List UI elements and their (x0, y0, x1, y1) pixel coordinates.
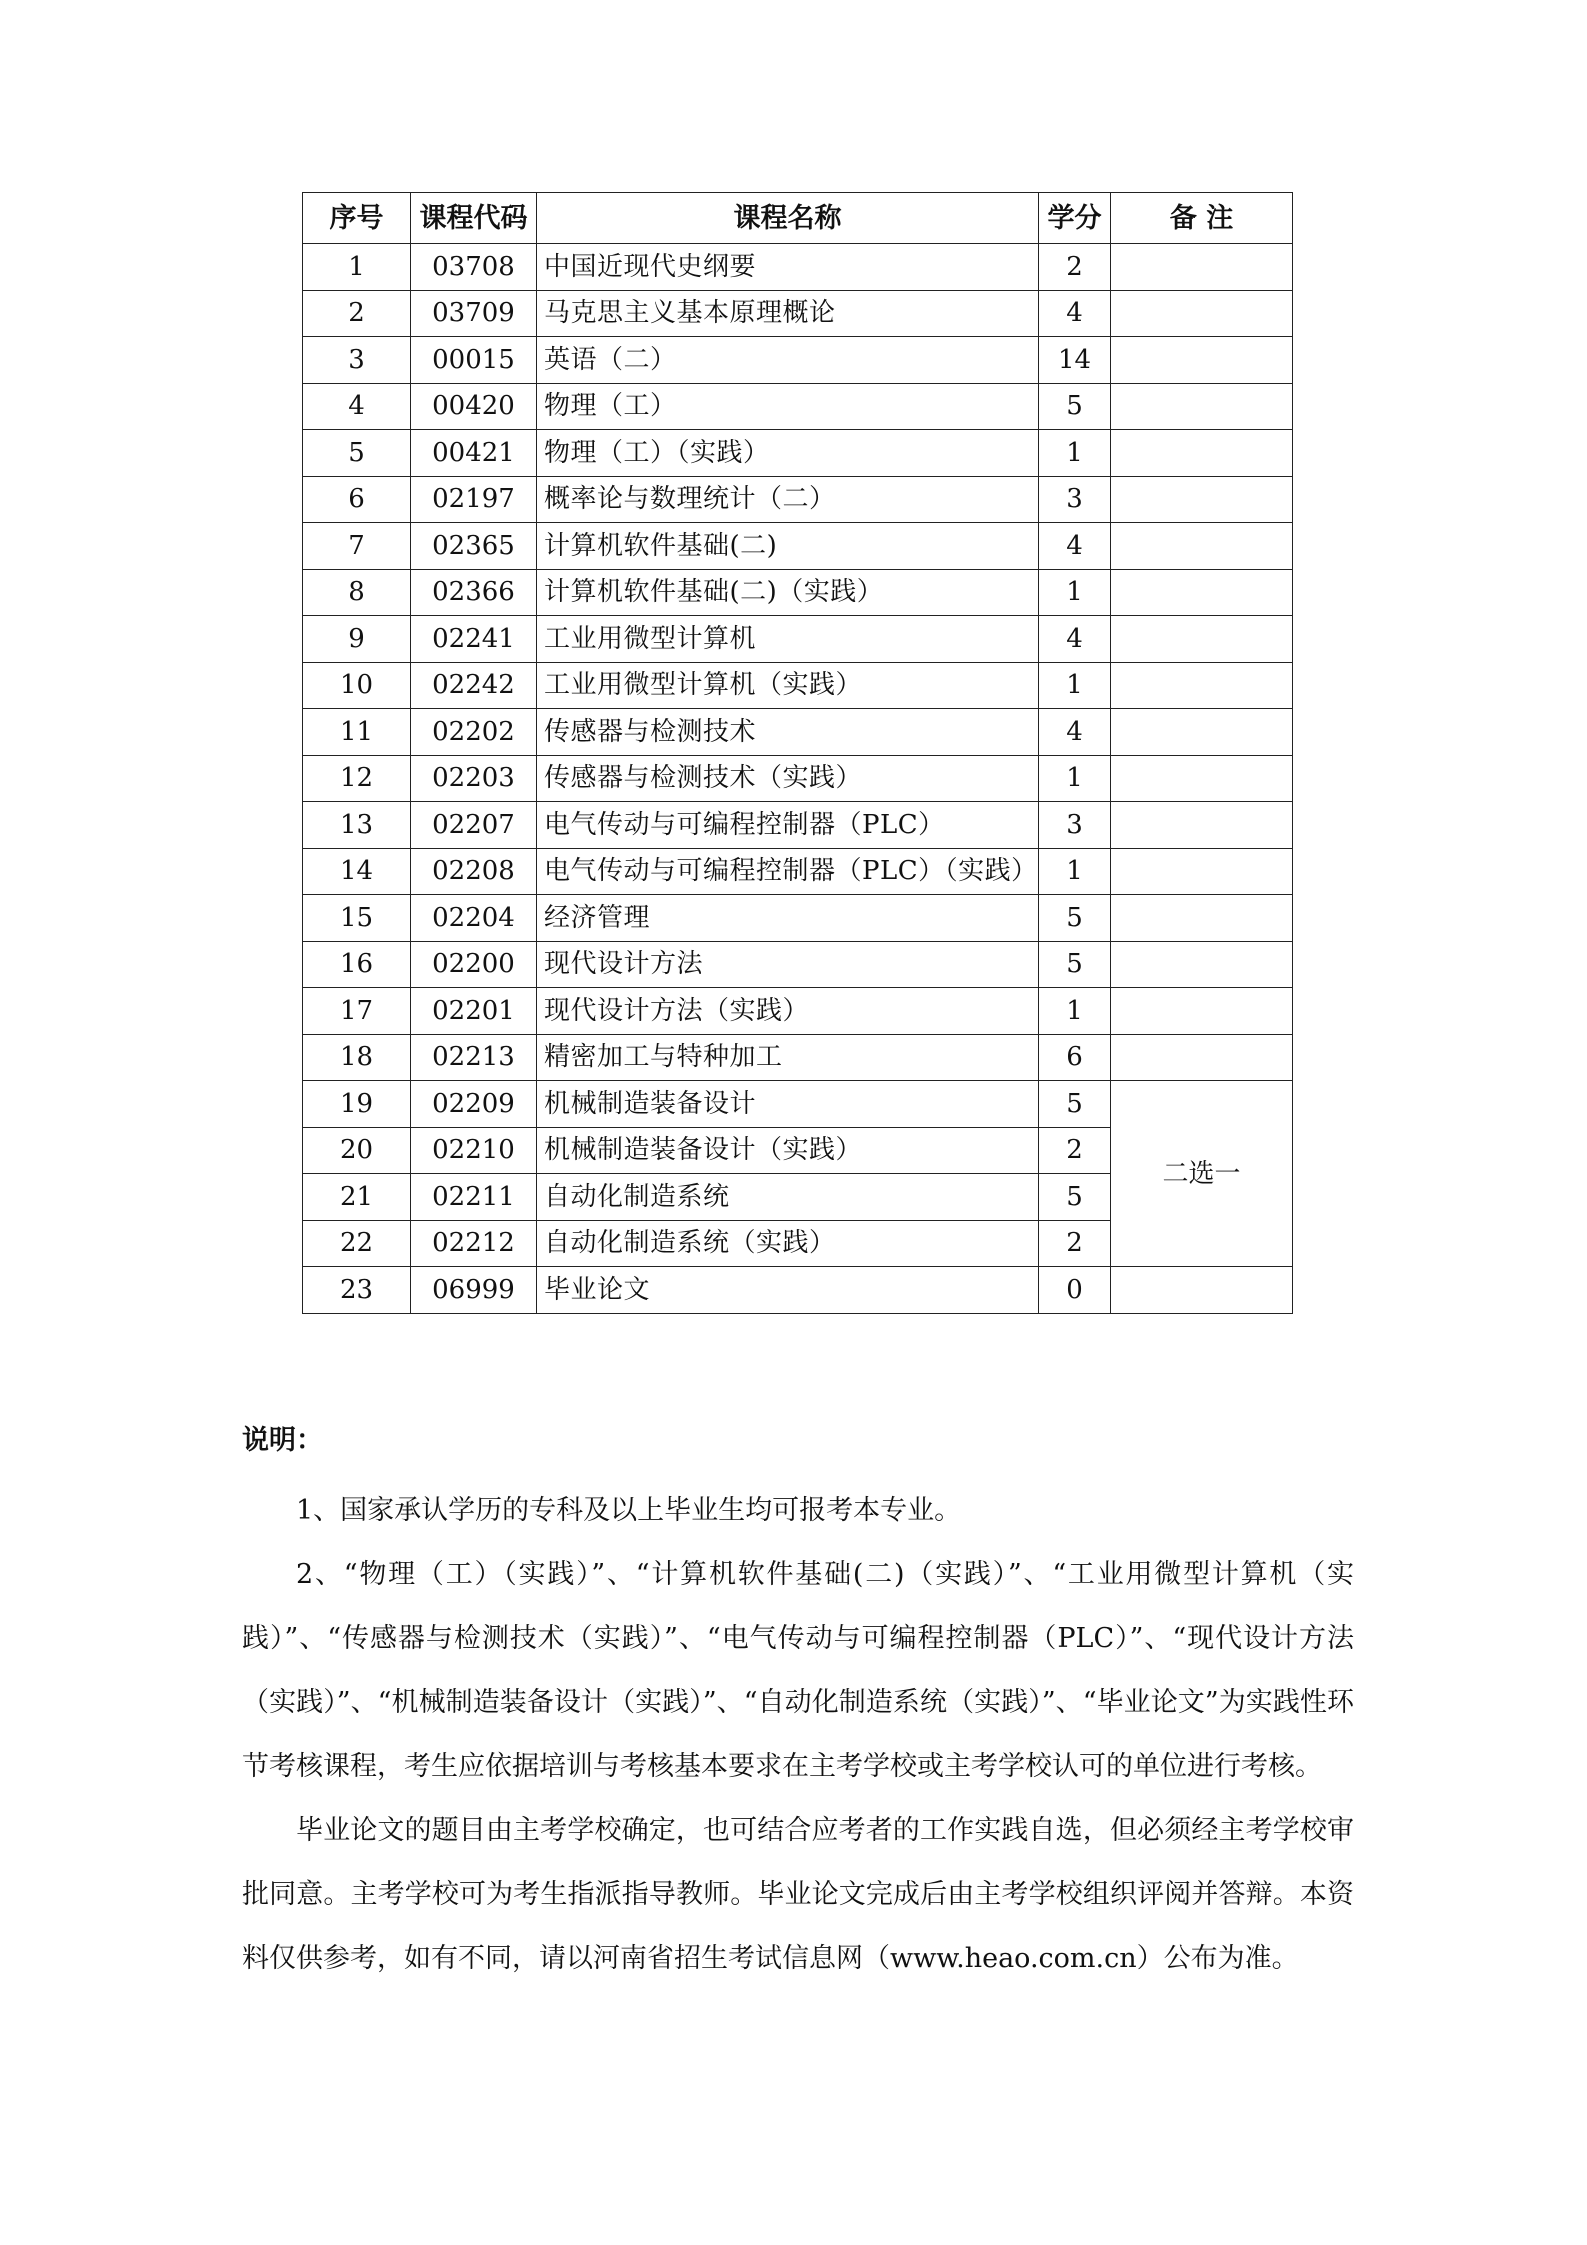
cell-course-name: 经济管理 (537, 895, 1039, 942)
cell-course-name: 传感器与检测技术（实践） (537, 755, 1039, 802)
cell-credit: 4 (1039, 616, 1111, 663)
table-row (303, 802, 1293, 849)
cell-course-code: 02209 (411, 1081, 537, 1128)
cell-course-name: 自动化制造系统 (537, 1174, 1039, 1221)
cell-course-code: 00421 (411, 430, 537, 477)
table-row (303, 337, 1293, 384)
cell-course-name: 机械制造装备设计 (537, 1081, 1039, 1128)
header-course-code: 课程代码 (411, 193, 537, 244)
cell-course-name: 工业用微型计算机（实践） (537, 662, 1039, 709)
table-row (303, 476, 1293, 523)
cell-course-name: 工业用微型计算机 (537, 616, 1039, 663)
cell-course-code: 02210 (411, 1127, 537, 1174)
notes-section (242, 1418, 1354, 1991)
cell-serial: 5 (303, 430, 411, 477)
cell-credit: 4 (1039, 523, 1111, 570)
cell-credit: 2 (1039, 244, 1111, 291)
cell-course-name: 机械制造装备设计（实践） (537, 1127, 1039, 1174)
cell-credit: 5 (1039, 1174, 1111, 1221)
table-row (303, 383, 1293, 430)
cell-course-code: 00420 (411, 383, 537, 430)
cell-serial: 15 (303, 895, 411, 942)
cell-credit: 4 (1039, 290, 1111, 337)
cell-course-code: 02203 (411, 755, 537, 802)
cell-remark (1111, 523, 1293, 570)
cell-remark (1111, 941, 1293, 988)
cell-credit: 3 (1039, 476, 1111, 523)
table-row (303, 430, 1293, 477)
cell-credit: 1 (1039, 755, 1111, 802)
cell-serial: 10 (303, 662, 411, 709)
cell-remark (1111, 1267, 1293, 1314)
header-course-name: 课程名称 (537, 193, 1039, 244)
cell-course-name: 物理（工） (537, 383, 1039, 430)
cell-credit: 6 (1039, 1034, 1111, 1081)
header-credit: 学分 (1039, 193, 1111, 244)
cell-serial: 17 (303, 988, 411, 1035)
table-row (303, 895, 1293, 942)
table-body (303, 244, 1293, 1314)
table-row (303, 569, 1293, 616)
cell-course-name: 英语（二） (537, 337, 1039, 384)
notes-paragraph-2: 2、“物理（工）（实践）”、“计算机软件基础(二)（实践）”、“工业用微型计算机（实践）”、“传感器与检测技术（实践）”、“电气传动与可编程控制器（PLC）”、“现代设计方法（实践）”、“机械制造装备设计（实践）”、“自动化制造系统（实践）”、“毕业论文”为实践性环节考核课程，考生应依据培训与考核基本要求在主考学校或主考学校认可的单位进行考核。 (242, 1559, 1354, 1782)
table-row (303, 848, 1293, 895)
cell-course-code: 00015 (411, 337, 537, 384)
cell-serial: 8 (303, 569, 411, 616)
header-serial: 序号 (303, 193, 411, 244)
notes-title: 说明： (242, 1425, 323, 1456)
cell-credit: 1 (1039, 662, 1111, 709)
cell-remark (1111, 569, 1293, 616)
cell-course-name: 自动化制造系统（实践） (537, 1220, 1039, 1267)
cell-course-code: 02197 (411, 476, 537, 523)
cell-course-code: 02365 (411, 523, 537, 570)
cell-remark (1111, 290, 1293, 337)
cell-course-name: 现代设计方法 (537, 941, 1039, 988)
cell-course-name: 毕业论文 (537, 1267, 1039, 1314)
table-row (303, 988, 1293, 1035)
cell-credit: 3 (1039, 802, 1111, 849)
cell-course-code: 02366 (411, 569, 537, 616)
cell-serial: 3 (303, 337, 411, 384)
cell-course-code: 02200 (411, 941, 537, 988)
cell-serial: 18 (303, 1034, 411, 1081)
table-row (303, 1081, 1293, 1128)
cell-course-name: 电气传动与可编程控制器（PLC） (537, 802, 1039, 849)
cell-remark (1111, 383, 1293, 430)
header-remarks: 备 注 (1111, 193, 1293, 244)
cell-serial: 2 (303, 290, 411, 337)
cell-course-code: 02211 (411, 1174, 537, 1221)
notes-paragraph-3: 毕业论文的题目由主考学校确定，也可结合应考者的工作实践自选，但必须经主考学校审批同意。主考学校可为考生指派指导教师。毕业论文完成后由主考学校组织评阅并答辩。本资料仅供参考，如有不同，请以河南省招生考试信息网（www.heao.com.cn）公布为准。 (242, 1815, 1354, 1974)
cell-course-name: 中国近现代史纲要 (537, 244, 1039, 291)
cell-course-code: 06999 (411, 1267, 537, 1314)
cell-remark (1111, 476, 1293, 523)
cell-serial: 6 (303, 476, 411, 523)
cell-course-name: 精密加工与特种加工 (537, 1034, 1039, 1081)
cell-course-code: 02242 (411, 662, 537, 709)
table-header-row (303, 193, 1293, 244)
cell-serial: 7 (303, 523, 411, 570)
cell-serial: 4 (303, 383, 411, 430)
cell-serial: 1 (303, 244, 411, 291)
table-row (303, 941, 1293, 988)
cell-remark (1111, 709, 1293, 756)
cell-course-code: 02201 (411, 988, 537, 1035)
cell-serial: 23 (303, 1267, 411, 1314)
cell-course-name: 现代设计方法（实践） (537, 988, 1039, 1035)
cell-remark (1111, 244, 1293, 291)
cell-remark (1111, 1034, 1293, 1081)
cell-credit: 1 (1039, 988, 1111, 1035)
cell-course-name: 传感器与检测技术 (537, 709, 1039, 756)
cell-remark-merged: 二选一 (1111, 1081, 1293, 1267)
cell-credit: 1 (1039, 430, 1111, 477)
cell-remark (1111, 616, 1293, 663)
cell-course-code: 02241 (411, 616, 537, 663)
cell-credit: 5 (1039, 383, 1111, 430)
cell-serial: 14 (303, 848, 411, 895)
cell-course-name: 物理（工）（实践） (537, 430, 1039, 477)
cell-credit: 4 (1039, 709, 1111, 756)
cell-remark (1111, 430, 1293, 477)
cell-remark (1111, 662, 1293, 709)
cell-course-code: 02208 (411, 848, 537, 895)
cell-serial: 21 (303, 1174, 411, 1221)
cell-course-name: 计算机软件基础(二)（实践） (537, 569, 1039, 616)
cell-remark (1111, 755, 1293, 802)
cell-credit: 1 (1039, 569, 1111, 616)
cell-credit: 0 (1039, 1267, 1111, 1314)
cell-credit: 1 (1039, 848, 1111, 895)
cell-serial: 20 (303, 1127, 411, 1174)
cell-course-name: 计算机软件基础(二) (537, 523, 1039, 570)
table-row (303, 662, 1293, 709)
cell-course-name: 概率论与数理统计（二） (537, 476, 1039, 523)
course-table (302, 192, 1293, 1314)
table-row (303, 755, 1293, 802)
cell-course-code: 02213 (411, 1034, 537, 1081)
cell-serial: 11 (303, 709, 411, 756)
table-row (303, 709, 1293, 756)
cell-credit: 2 (1039, 1220, 1111, 1267)
table-row (303, 616, 1293, 663)
cell-serial: 13 (303, 802, 411, 849)
cell-serial: 12 (303, 755, 411, 802)
cell-remark (1111, 848, 1293, 895)
cell-course-code: 02204 (411, 895, 537, 942)
cell-serial: 22 (303, 1220, 411, 1267)
cell-course-code: 02207 (411, 802, 537, 849)
cell-credit: 5 (1039, 1081, 1111, 1128)
cell-serial: 19 (303, 1081, 411, 1128)
table-row (303, 1267, 1293, 1314)
cell-remark (1111, 802, 1293, 849)
table-row (303, 290, 1293, 337)
cell-course-code: 02202 (411, 709, 537, 756)
cell-course-code: 02212 (411, 1220, 537, 1267)
cell-serial: 16 (303, 941, 411, 988)
cell-remark (1111, 895, 1293, 942)
cell-remark (1111, 988, 1293, 1035)
cell-credit: 5 (1039, 895, 1111, 942)
table-row (303, 1034, 1293, 1081)
cell-course-name: 电气传动与可编程控制器（PLC）（实践） (537, 848, 1039, 895)
table-row (303, 244, 1293, 291)
cell-course-code: 03708 (411, 244, 537, 291)
cell-credit: 14 (1039, 337, 1111, 384)
table-row (303, 523, 1293, 570)
cell-serial: 9 (303, 616, 411, 663)
cell-course-code: 03709 (411, 290, 537, 337)
cell-remark (1111, 337, 1293, 384)
cell-credit: 2 (1039, 1127, 1111, 1174)
cell-credit: 5 (1039, 941, 1111, 988)
cell-course-name: 马克思主义基本原理概论 (537, 290, 1039, 337)
notes-paragraph-1: 1、国家承认学历的专科及以上毕业生均可报考本专业。 (296, 1495, 962, 1526)
